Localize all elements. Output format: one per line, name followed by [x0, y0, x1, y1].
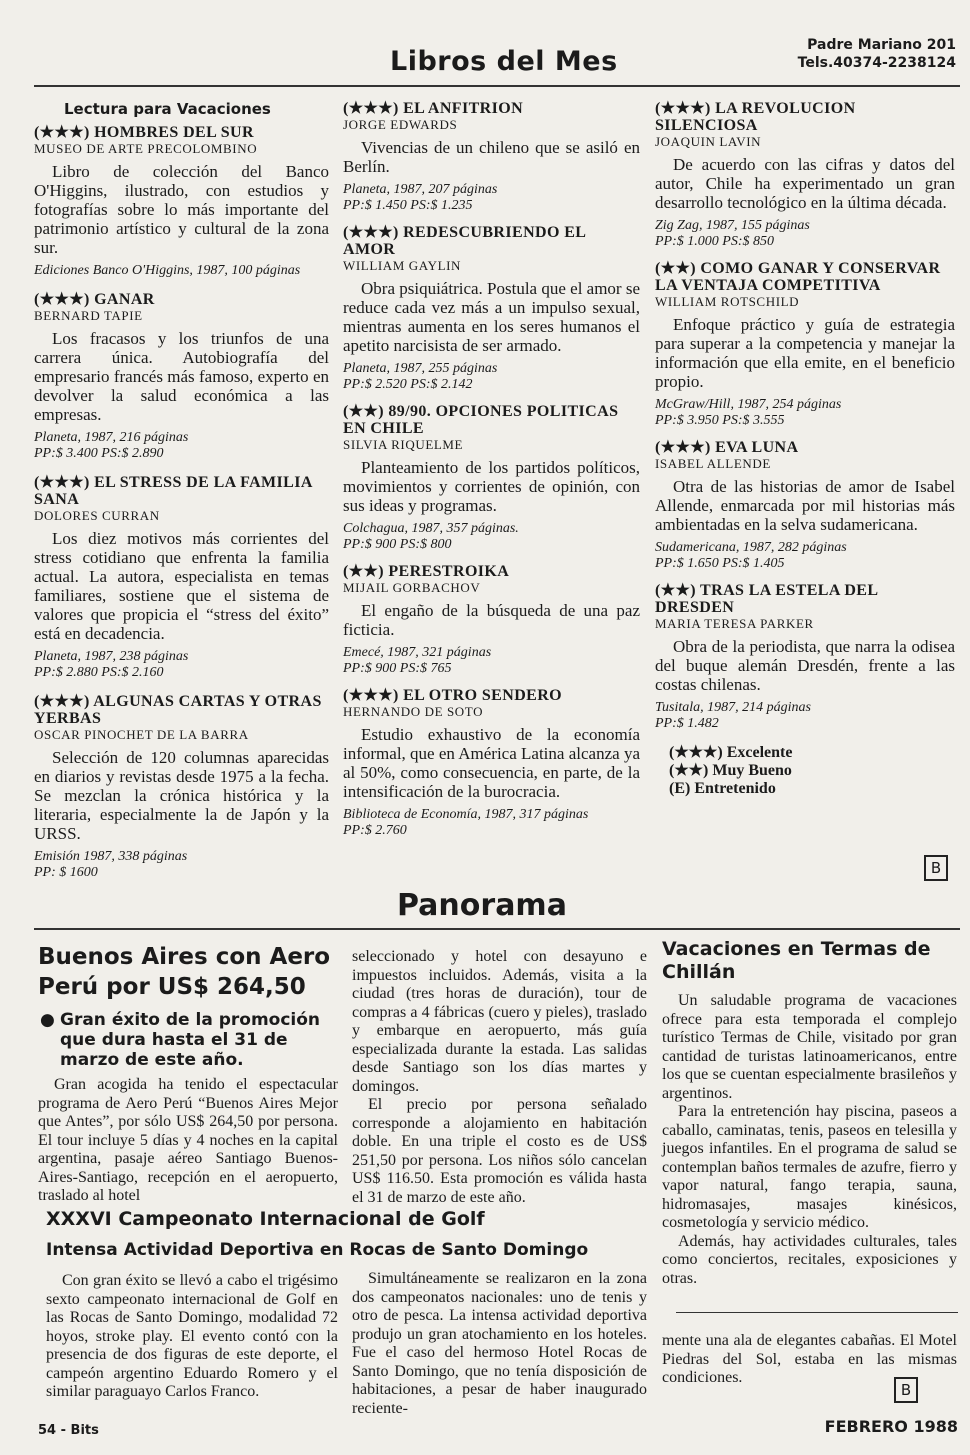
termas-article	[662, 938, 957, 1288]
book-description: Otra de las historias de amor de Isabel Allende, enmarcada por mil historias más ambientadas en la selva sudamericana.	[655, 477, 955, 534]
bullet-text: Gran éxito de la promoción que dura hasta el 31 de marzo de este año.	[60, 1010, 321, 1070]
article-paragraph: Gran acogida ha tenido el espectacular programa de Aero Perú “Buenos Aires Mejor que Antes”, por sólo US$ 264,50 por persona. El tour incluye 5 días y 4 noches en la capital argentina, pasaje aéreo Santiago Buenos-Aires-Santiago, recepción en el aeropuerto, traslado al hotel	[38, 1076, 338, 1204]
page-number: 54 - Bits	[38, 1423, 99, 1438]
article-paragraph: mente una ala de elegantes cabañas. El Motel Piedras del Sol, estaba en las mismas condiciones.	[662, 1332, 957, 1386]
legend-item: (★★★) Excelente	[669, 744, 793, 761]
golf-title: XXXVI Campeonato Internacional de Golf	[46, 1208, 485, 1230]
book-title: (★★) COMO GANAR Y CONSERVAR LA VENTAJA COMPETITIVA	[655, 260, 941, 294]
article-title: Vacaciones en Termas de Chillán	[662, 938, 931, 983]
book-title: (★★★) EL ANFITRION	[343, 100, 524, 117]
book-entry	[34, 474, 329, 681]
book-price: PP:$ 1.482	[655, 716, 719, 731]
book-author: JOAQUIN LAVIN	[655, 134, 762, 149]
book-publisher: Ediciones Banco O'Higgins, 1987, 100 páginas	[34, 263, 301, 278]
panorama-rule	[34, 928, 960, 930]
book-author: MIJAIL GORBACHOV	[343, 580, 481, 595]
article-paragraph: seleccionado y hotel con desayuno e impuestos incluidos. Además, visita a la ciudad (tres horas de duración), tour de compras a 4 fábricas (cuero y pieles), traslado y embarque en aeropuerto, más guía especializada durante la estada. Las salidas desde Santiago son los días martes y domingos.	[352, 948, 647, 1095]
book-title: (★★★) LA REVOLUCION SILENCIOSA	[655, 100, 856, 134]
book-publisher: Planeta, 1987, 255 páginas	[343, 361, 498, 376]
book-entry	[343, 563, 640, 677]
book-entry	[655, 439, 955, 572]
book-publisher: Zig Zag, 1987, 155 páginas	[655, 218, 810, 233]
book-price: PP:$ 2.880 PS:$ 2.160	[34, 665, 164, 680]
book-author: HERNANDO DE SOTO	[343, 704, 484, 719]
book-publisher: Sudamericana, 1987, 282 páginas	[655, 540, 847, 555]
book-entry	[655, 260, 955, 429]
book-description: Los diez motivos más corrientes del stress cotidiano que enfrenta la familia actual. La autora, especialista en temas familiares, sostiene que el sistema de valores que propicia el “stress del éxito” está en decadencia.	[34, 529, 329, 643]
book-description: Estudio exhaustivo de la economía informal, que en América Latina alcanza ya al 50%, como consecuencia, en parte, de la intensificación de la burocracia.	[343, 725, 640, 801]
article-paragraph: Además, hay actividades culturales, tales como conciertos, recitales, exposiciones y otras.	[662, 1232, 957, 1287]
book-price: PP:$ 1.650 PS:$ 1.405	[655, 556, 785, 571]
aero-article	[38, 942, 338, 1206]
book-entry	[655, 582, 955, 732]
book-description: De acuerdo con las cifras y datos del autor, Chile ha experimentado un gran desarrollo tecnológico en la última década.	[655, 155, 955, 212]
page-title: Libros del Mes	[390, 46, 618, 77]
book-title: (★★★) EL OTRO SENDERO	[343, 687, 563, 704]
issue-date: FEBRERO 1988	[824, 1417, 958, 1436]
address-line: Padre Mariano 201	[807, 37, 956, 53]
book-price: PP:$ 2.760	[343, 823, 407, 838]
header-address	[798, 36, 956, 72]
book-author: SILVIA RIQUELME	[343, 437, 464, 452]
books-column-1	[34, 100, 329, 888]
book-title: (★★★) HOMBRES DEL SUR	[34, 124, 254, 141]
book-entry	[34, 291, 329, 462]
book-description: Planteamiento de los partidos políticos, movimientos y corrientes de opinión, con sus ideas y programas.	[343, 458, 640, 515]
book-author: ISABEL ALLENDE	[655, 456, 771, 471]
aero-article-cont	[352, 948, 647, 1207]
books-column-2	[343, 100, 640, 846]
article-paragraph: El precio por persona señalado corresponde a alojamiento en habitación doble. En una triple el costo es de US$ 251,50 por persona. Los niños sólo cancelan US$ 116.50. Esta promoción es válida hasta el 31 de marzo de este año.	[352, 1096, 647, 1206]
book-author: OSCAR PINOCHET DE LA BARRA	[34, 727, 249, 742]
termas-rule	[676, 1312, 958, 1313]
book-title: (★★★) EVA LUNA	[655, 439, 799, 456]
book-entry	[34, 124, 329, 279]
book-price: PP: $ 1600	[34, 865, 98, 880]
book-price: PP:$ 900 PS:$ 800	[343, 537, 452, 552]
book-title: (★★) PERESTROIKA	[343, 563, 510, 580]
book-entry	[34, 693, 329, 881]
golf-article	[46, 1272, 338, 1402]
header-rule	[34, 85, 960, 87]
book-publisher: McGraw/Hill, 1987, 254 páginas	[655, 397, 842, 412]
article-paragraph: Con gran éxito se llevó a cabo el trigésimo sexto campeonato internacional de Golf en las Rocas de Santo Domingo, modalidad 72 hoyos, stroke play. El evento contó con la presencia de dos figuras de este deporte, el campeón argentino Eduardo Romero y el similar paraguayo Carlos Franco.	[46, 1272, 338, 1400]
book-entry	[343, 224, 640, 393]
book-description: Los fracasos y los triunfos de una carrera única. Autobiografía del empresario francés más famoso, experto en devolver la salud económica a las empresas.	[34, 329, 329, 424]
book-price: PP:$ 1.000 PS:$ 850	[655, 234, 774, 249]
end-mark: B	[924, 855, 948, 881]
phone-line: Tels.40374-2238124	[797, 55, 956, 71]
book-publisher: Colchagua, 1987, 357 páginas.	[343, 521, 519, 536]
book-publisher: Emisión 1987, 338 páginas	[34, 849, 188, 864]
article-bullet	[38, 1010, 338, 1070]
rating-legend	[669, 744, 955, 798]
end-mark: B	[894, 1377, 918, 1403]
book-description: Enfoque práctico y guía de estrategia para superar a la competencia y manejar la información que ella emite, en el beneficio propio.	[655, 315, 955, 391]
section-title: Lectura para Vacaciones	[64, 100, 271, 118]
book-price: PP:$ 3.950 PS:$ 3.555	[655, 413, 785, 428]
book-price: PP:$ 3.400 PS:$ 2.890	[34, 446, 164, 461]
bullet-icon: ●	[40, 1010, 55, 1030]
book-entry	[343, 687, 640, 839]
book-publisher: Biblioteca de Economía, 1987, 317 páginas	[343, 807, 589, 822]
book-description: Obra de la periodista, que narra la odisea del buque alemán Dresdén, frente a las costas chilenas.	[655, 637, 955, 694]
book-title: (★★★) EL STRESS DE LA FAMILIA SANA	[34, 474, 312, 508]
book-title: (★★★) GANAR	[34, 291, 155, 308]
book-author: BERNARD TAPIE	[34, 308, 143, 323]
legend-item: (★★) Muy Bueno	[669, 762, 792, 779]
book-entry	[343, 100, 640, 214]
book-entry	[343, 403, 640, 553]
book-title: (★★) 89/90. OPCIONES POLITICAS EN CHILE	[343, 403, 619, 437]
book-description: Obra psiquiátrica. Postula que el amor se reduce cada vez más a un impulso sexual, mientras aumenta en los seres humanos el apetito narcisista de ser armado.	[343, 279, 641, 355]
article-title: Buenos Aires con Aero Perú por US$ 264,50	[38, 944, 331, 1000]
book-entry	[655, 100, 955, 250]
book-publisher: Tusitala, 1987, 214 páginas	[655, 700, 811, 715]
golf-subtitle: Intensa Actividad Deportiva en Rocas de Santo Domingo	[46, 1240, 589, 1260]
book-description: Libro de colección del Banco O'Higgins, ilustrado, con estudios y fotografías sobre lo más importante del patrimonio artístico y cultural de la zona sur.	[34, 162, 329, 257]
book-description: Vivencias de un chileno que se asiló en Berlín.	[343, 138, 640, 176]
book-title: (★★★) REDESCUBRIENDO EL AMOR	[343, 224, 586, 258]
book-author: JORGE EDWARDS	[343, 117, 458, 132]
book-description: Selección de 120 columnas aparecidas en diarios y revistas desde 1975 a la fecha. Se mezclan la crónica histórica y la literaria, especialmente la de Japón y la URSS.	[34, 748, 329, 843]
golf-article-cont	[352, 1270, 647, 1418]
book-author: MARIA TERESA PARKER	[655, 616, 814, 631]
book-title: (★★) TRAS LA ESTELA DEL DRESDEN	[655, 582, 878, 616]
book-author: MUSEO DE ARTE PRECOLOMBINO	[34, 141, 258, 156]
book-publisher: Planeta, 1987, 238 páginas	[34, 649, 189, 664]
section-title-panorama: Panorama	[397, 888, 567, 923]
book-publisher: Planeta, 1987, 216 páginas	[34, 430, 189, 445]
book-author: WILLIAM GAYLIN	[343, 258, 462, 273]
book-publisher: Emecé, 1987, 321 páginas	[343, 645, 492, 660]
book-author: DOLORES CURRAN	[34, 508, 160, 523]
legend-item: (E) Entretenido	[669, 780, 776, 797]
book-publisher: Planeta, 1987, 207 páginas	[343, 182, 498, 197]
book-title: (★★★) ALGUNAS CARTAS Y OTRAS YERBAS	[34, 693, 322, 727]
book-price: PP:$ 2.520 PS:$ 2.142	[343, 377, 473, 392]
books-column-3	[655, 100, 955, 798]
book-description: El engaño de la búsqueda de una paz ficticia.	[343, 601, 640, 639]
book-price: PP:$ 1.450 PS:$ 1.235	[343, 198, 473, 213]
article-paragraph: Un saludable programa de vacaciones ofrece para esta temporada el complejo turístico Termas de Chile, visitado por gran cantidad de turistas latinoamericanos, entre los que se cuentan especialmente brasileños y argentinos.	[662, 992, 957, 1102]
article-paragraph: Simultáneamente se realizaron en la zona dos campeonatos nacionales: uno de tenis y otro de pesca. La intensa actividad deportiva produjo un gran atochamiento en los hoteles. Fue el caso del hermoso Hotel Rocas de Santo Domingo, que no tenía disposición de habitaciones, a pesar de haber inaugurado reciente-	[352, 1270, 647, 1417]
book-author: WILLIAM ROTSCHILD	[655, 294, 800, 309]
book-price: PP:$ 900 PS:$ 765	[343, 661, 452, 676]
article-paragraph: Para la entretención hay piscina, paseos a caballo, caminatas, tenis, paseos en telesilla y juegos infantiles. En el programa de salud se contemplan baños termales de azufre, fierro y vapor natural, fango terapia, sauna, hidromasajes, masajes kinésicos, cosmetología y servicio médico.	[662, 1103, 957, 1231]
